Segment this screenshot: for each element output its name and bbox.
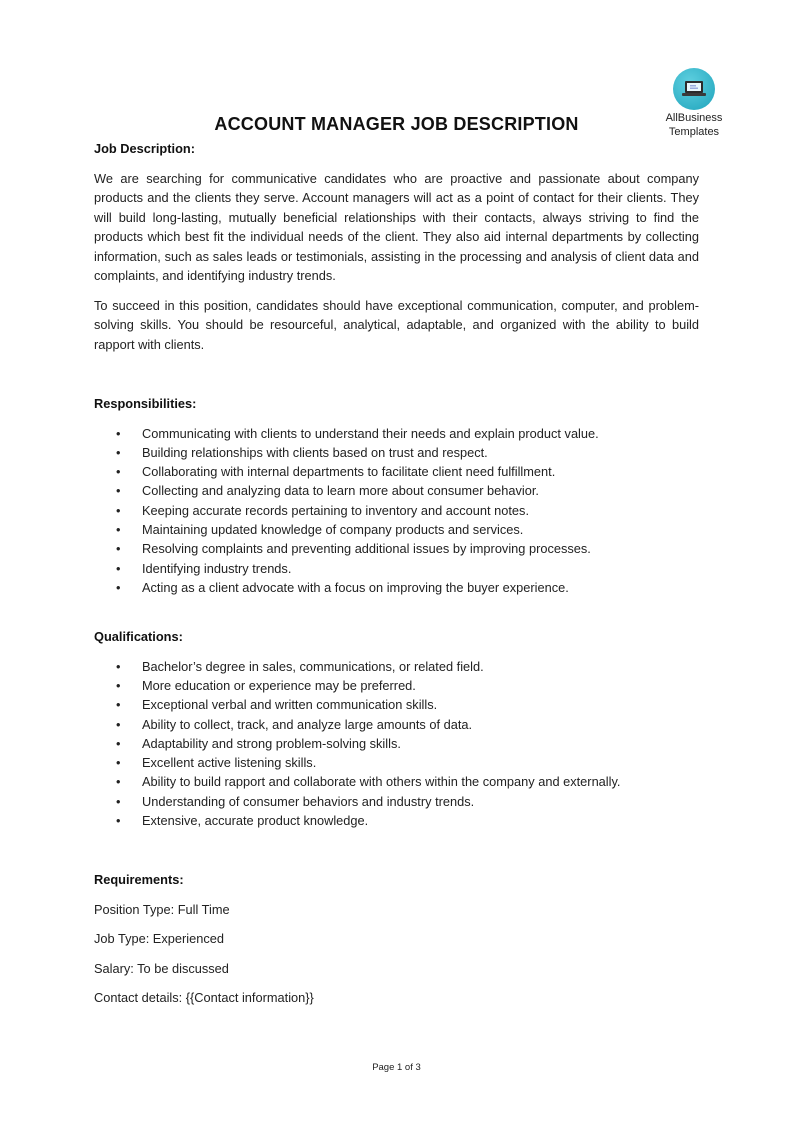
responsibility-text: Maintaining updated knowledge of company products and services. (142, 521, 524, 537)
responsibility-text: Resolving complaints and preventing additional issues by improving processes. (142, 541, 591, 557)
logo-text-line1: AllBusiness (665, 112, 723, 124)
bullet-icon: • (116, 444, 121, 460)
qualification-text: Ability to build rapport and collaborate with others within the company and externally. (142, 774, 621, 790)
list-item (94, 578, 699, 597)
list-item (94, 501, 699, 520)
bullet-icon: • (116, 716, 121, 732)
bullet-icon: • (116, 541, 121, 557)
responsibility-text: Collecting and analyzing data to learn more about consumer behavior. (142, 483, 539, 499)
responsibility-text: Collaborating with internal departments to facilitate client need fulfillment. (142, 464, 556, 480)
bullet-icon: • (116, 793, 121, 809)
list-item (94, 424, 699, 443)
qualification-text: Understanding of consumer behaviors and industry trends. (142, 793, 475, 809)
bullet-icon: • (116, 483, 121, 499)
qualification-text: Bachelor’s degree in sales, communications, or related field. (142, 658, 484, 674)
list-item (94, 753, 699, 772)
laptop-icon (673, 68, 715, 110)
position-type: Position Type: Full Time (94, 901, 230, 917)
job-description-heading: Job Description: (94, 141, 195, 156)
qualifications-heading: Qualifications: (94, 629, 183, 645)
bullet-icon: • (116, 813, 121, 829)
list-item (94, 695, 699, 714)
qualification-text: Adaptability and strong problem-solving skills. (142, 735, 401, 751)
responsibility-text: Communicating with clients to understand their needs and explain product value. (142, 425, 599, 441)
responsibility-text: Keeping accurate records pertaining to inventory and account notes. (142, 502, 529, 518)
list-item (94, 792, 699, 811)
bullet-icon: • (116, 560, 121, 576)
list-item (94, 715, 699, 734)
responsibilities-heading: Responsibilities: (94, 396, 197, 411)
qualification-text: More education or experience may be preferred. (142, 677, 416, 693)
job-description-paragraph-2: To succeed in this position, candidates should have exceptional communication, computer, and problem-solving skills. You should be resourceful, analytical, adaptable, and organized with the ability to build rapport with clients. (94, 297, 699, 352)
bullet-icon: • (116, 521, 121, 537)
qualification-text: Ability to collect, track, and analyze large amounts of data. (142, 716, 473, 732)
responsibility-text: Building relationships with clients based on trust and respect. (142, 444, 488, 460)
list-item (94, 443, 699, 462)
list-item (94, 539, 699, 558)
bullet-icon: • (116, 425, 121, 441)
bullet-icon: • (116, 774, 121, 790)
bullet-icon: • (116, 735, 121, 751)
logo-text-line2: Templates (668, 126, 720, 138)
list-item (94, 734, 699, 753)
bullet-icon: • (116, 658, 121, 674)
list-item (94, 520, 699, 539)
responsibilities-list (94, 424, 699, 598)
list-item (94, 481, 699, 500)
document-body (94, 139, 699, 1008)
responsibility-text: Identifying industry trends. (142, 560, 292, 576)
job-description-paragraph-1: We are searching for communicative candidates who are proactive and passionate about company products and the clients they serve. Account managers will act as a point of contact for their clients. They will build long-lasting, mutually beneficial relationships with their contacts, always striving to find the products which best fit the individual needs of the client. They also aid internal departments by collecting information, such as sales leads or testimonials, assisting in the processing and analysis of client data and complaints, and identifying industry trends. (94, 170, 699, 283)
qualification-text: Exceptional verbal and written communication skills. (142, 697, 438, 713)
bullet-icon: • (116, 464, 121, 480)
requirements-heading: Requirements: (94, 872, 184, 888)
list-item (94, 462, 699, 481)
responsibility-text: Acting as a client advocate with a focus on improving the buyer experience. (142, 579, 569, 595)
bullet-icon: • (116, 697, 121, 713)
job-type: Job Type: Experienced (94, 931, 224, 947)
qualification-text: Excellent active listening skills. (142, 755, 317, 771)
bullet-icon: • (116, 579, 121, 595)
page-number: Page 1 of 3 (372, 1062, 421, 1073)
list-item (94, 559, 699, 578)
list-item (94, 657, 699, 676)
bullet-icon: • (116, 502, 121, 518)
list-item (94, 772, 699, 791)
bullet-icon: • (116, 755, 121, 771)
bullet-icon: • (116, 677, 121, 693)
contact-details: Contact details: {{Contact information}} (94, 990, 314, 1006)
qualification-text: Extensive, accurate product knowledge. (142, 813, 369, 829)
document-title: ACCOUNT MANAGER JOB DESCRIPTION (214, 114, 579, 134)
list-item (94, 811, 699, 830)
list-item (94, 676, 699, 695)
salary: Salary: To be discussed (94, 960, 229, 976)
qualifications-list (94, 657, 699, 831)
